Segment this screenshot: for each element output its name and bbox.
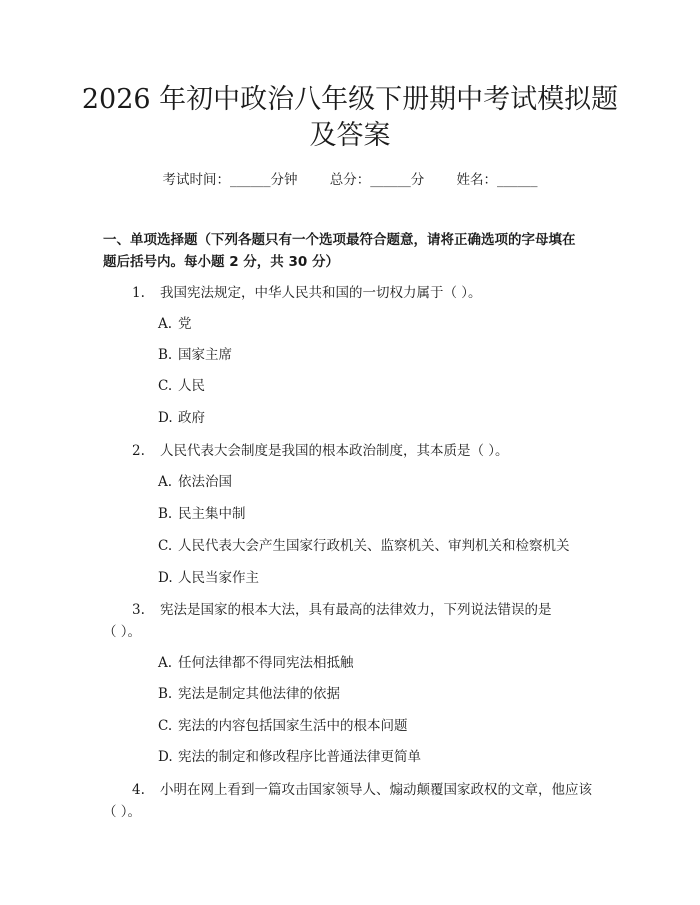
- section-heading: [103, 229, 603, 273]
- question-4-stem: [132, 780, 592, 800]
- question-number: 3.: [132, 602, 145, 618]
- question-1-option-c: C. 人民: [158, 378, 205, 394]
- exam-time-blank: ______: [229, 172, 271, 188]
- question-2-option-d: D. 人民当家作主: [158, 570, 259, 586]
- question-4-stem-continued: （ ）。: [103, 804, 142, 820]
- page-title-line2: 及答案: [309, 120, 391, 151]
- total-score-field: 总分：______分: [329, 172, 425, 188]
- question-3-option-a: A. 任何法律都不得同宪法相抵触: [158, 655, 354, 671]
- section-heading-line2: 题后括号内。每小题 2 分，共 30 分）: [103, 254, 339, 270]
- question-text: 我国宪法规定，中华人民共和国的一切权力属于（ ）。: [160, 285, 482, 301]
- name-field: 姓名：______: [456, 172, 538, 188]
- question-3-option-b: B. 宪法是制定其他法律的依据: [158, 686, 340, 702]
- question-3-option-d: D. 宪法的制定和修改程序比普通法律更简单: [158, 749, 421, 765]
- question-2-option-a: A. 依法治国: [158, 474, 232, 490]
- question-text: 宪法是国家的根本大法，具有最高的法律效力，下列说法错误的是: [160, 602, 552, 618]
- question-3-option-c: C. 宪法的内容包括国家生活中的根本问题: [158, 718, 408, 734]
- question-1-option-b: B. 国家主席: [158, 347, 232, 363]
- question-2-option-c: C. 人民代表大会产生国家行政机关、监察机关、审判机关和检察机关: [158, 538, 570, 554]
- question-number: 2.: [132, 443, 145, 459]
- question-3-stem: [132, 600, 552, 620]
- question-1-option-d: D. 政府: [158, 410, 205, 426]
- question-number: 1.: [132, 285, 145, 301]
- question-1-option-a: A. 党: [158, 316, 192, 332]
- question-3-stem-continued: （ ）。: [103, 624, 142, 640]
- exam-info: [0, 168, 700, 188]
- question-1-stem: [132, 283, 482, 303]
- question-text: 人民代表大会制度是我国的根本政治制度，其本质是（ ）。: [160, 443, 509, 459]
- question-2-stem: [132, 441, 509, 461]
- question-number: 4.: [132, 782, 145, 798]
- name-blank: ______: [497, 172, 538, 188]
- total-score-blank: ______: [370, 172, 411, 188]
- question-text: 小明在网上看到一篇攻击国家领导人、煽动颠覆国家政权的文章，他应该: [160, 782, 592, 798]
- exam-time-field: 考试时间：______分钟: [162, 172, 298, 188]
- page-title-line1: 2026 年初中政治八年级下册期中考试模拟题: [81, 84, 619, 115]
- question-2-option-b: B. 民主集中制: [158, 506, 246, 522]
- section-heading-line1: 一、单项选择题（下列各题只有一个选项最符合题意，请将正确选项的字母填在: [103, 232, 576, 248]
